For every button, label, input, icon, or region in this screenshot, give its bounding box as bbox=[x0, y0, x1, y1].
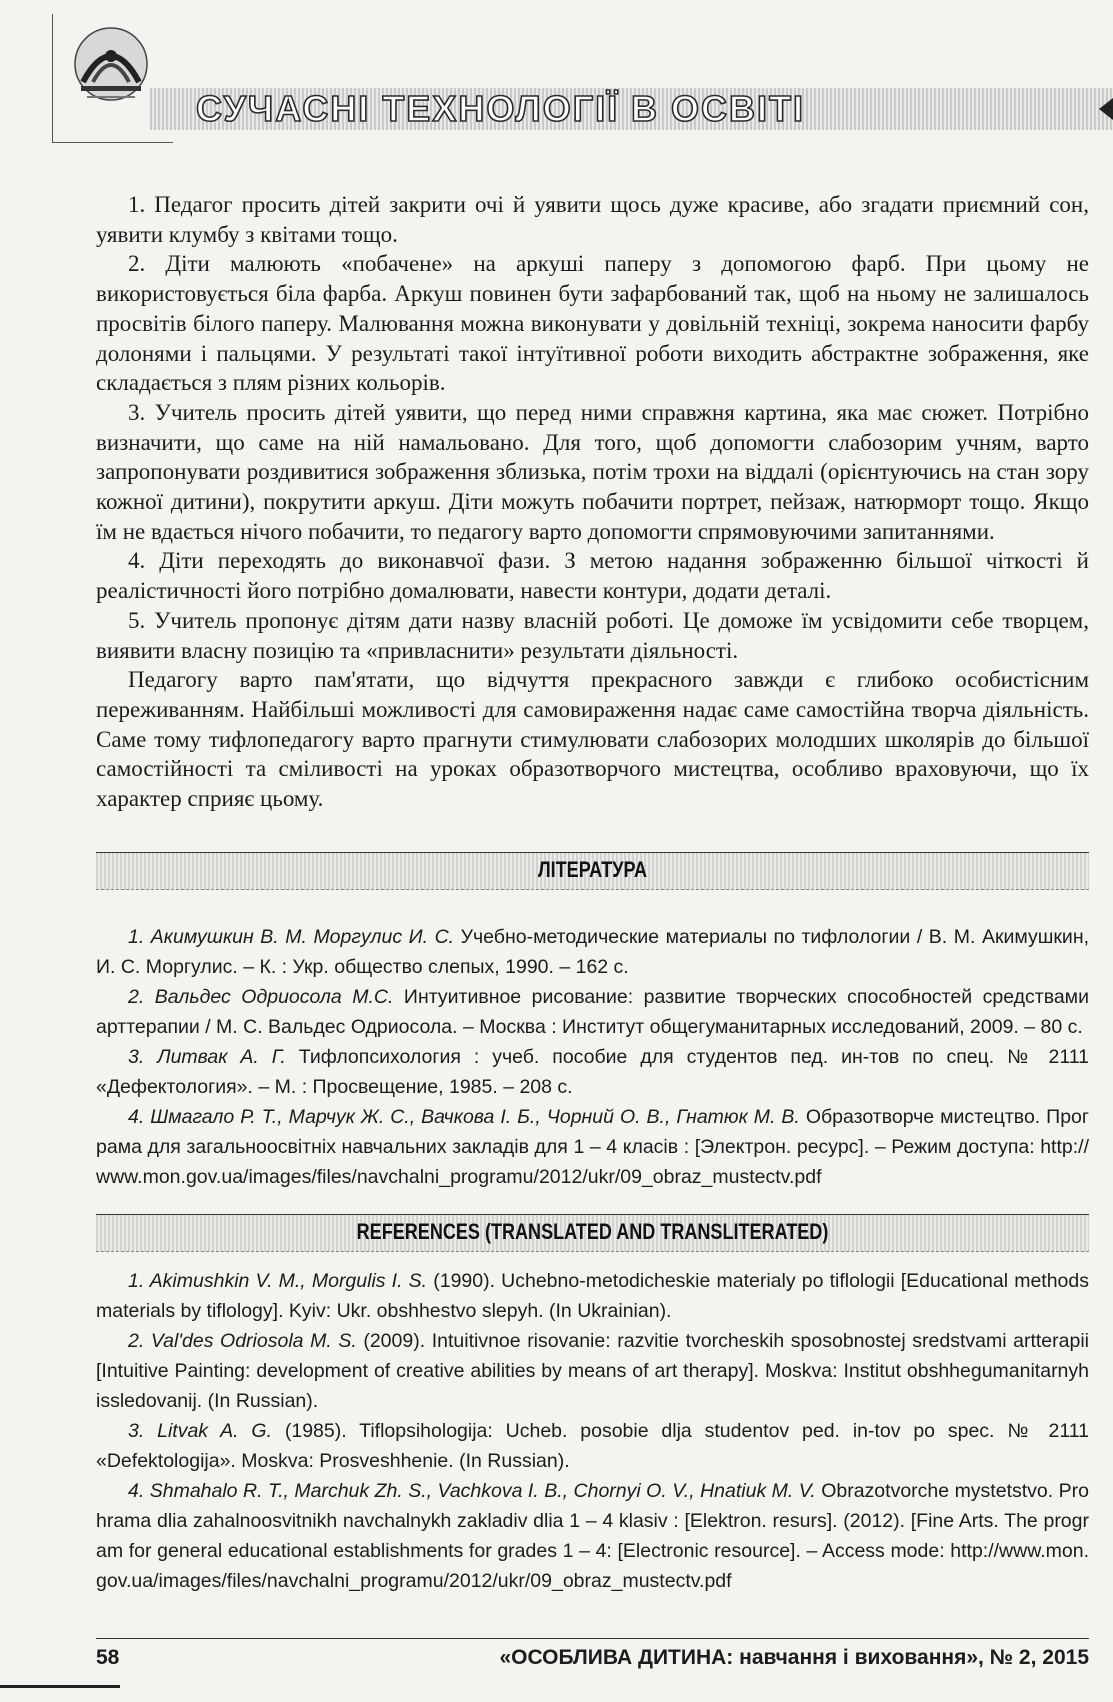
reference-item bbox=[96, 982, 1089, 1042]
reference-authors: 2. Вальдес Одриосола М.С. bbox=[128, 986, 394, 1008]
reference-item bbox=[96, 1416, 1089, 1476]
reference-text: Интуитивное рисование: развитие творческих способностей средствами арттерапии / М. С. Вальдес Одриосола. – Москва : Институт общегуманитарных исследований, 2009. – 80 с. bbox=[96, 986, 1089, 1038]
reference-text: (1985). Tiflopsihologija: Ucheb. posobie dlja studentov ped. in-tov po spec. № 2111 «Defektologija». Moskva: Prosveshhenie. (In Russian). bbox=[96, 1420, 1089, 1472]
reference-item bbox=[96, 1476, 1089, 1596]
reference-authors: 4. Шмагало Р. Т., Марчук Ж. С., Вачкова І. Б., Чорний О. В., Гнатюк М. В. bbox=[128, 1106, 800, 1128]
reference-text: Учебно-методические материалы по тифлологии / В. М. Акимушкин, И. С. Моргулис. – К. : Укр. общество слепых, 1990. – 162 с. bbox=[96, 926, 1090, 978]
reference-text: (1990). Uchebno-metodicheskie materialy po tiflologii [Educational methods materials by tiflology]. Kyiv: Ukr. obshhestvo slepyh. (In Ukrainian). bbox=[96, 1270, 1089, 1322]
reference-item bbox=[96, 1042, 1089, 1102]
reference-text: (2009). Intuitivnoe risovanie: razvitie tvorcheskih sposobnostej sredstvami artterapii [Intuitive Painting: development of creative abilities by means of art therapy]. Moskva: Institut obshhegumanitarnyh issledovanij. (In Russian). bbox=[96, 1330, 1089, 1412]
reference-item bbox=[96, 1326, 1089, 1416]
logo-emblem-icon bbox=[63, 22, 163, 112]
journal-name: «ОСОБЛИВА ДИТИНА: навчання і виховання», № 2, 2015 bbox=[499, 1646, 1089, 1669]
reference-authors: 2. Val'des Odriosola M. S. bbox=[128, 1330, 357, 1352]
paragraph: 4. Діти переходять до виконавчої фази. З метою надання зображенню більшої чіткості й реалістичності його потрібно домалювати, навести контури, додати деталі. bbox=[96, 548, 1089, 604]
reference-item bbox=[96, 922, 1089, 982]
reference-text: Образотворче мистецтво. Програма для загальноосвітніх навчальних закладів для 1 – 4 класів : [Электрон. ресурс]. – Режим доступа: http://www.mon.gov.ua/images/files/navchalni_programu/2012/ukr/09_obraz_mustectv.pdf bbox=[96, 1106, 1090, 1188]
page-number: 58 bbox=[96, 1646, 120, 1669]
paragraph: 2. Діти малюють «побачене» на аркуші паперу з допомогою фарб. При цьому не використовується біла фарба. Аркуш повинен бути зафарбований так, щоб на ньому не залишалось просвітів білого паперу. Малювання можна виконувати у довільній техніці, зокрема наносити фарбу долонями і пальцями. У результаті такої інтуїтивної роботи виходить абстрактне зображення, яке складається з плям різних кольорів. bbox=[96, 251, 1089, 396]
section-title: СУЧАСНІ ТЕХНОЛОГІЇ В ОСВІТІ bbox=[196, 88, 806, 129]
article-body bbox=[96, 190, 1089, 814]
paragraph: 1. Педагог просить дітей закрити очі й уявити щось дуже красиве, або згадати приємний сон, уявити клумбу з квітами тощо. bbox=[96, 192, 1089, 247]
reference-text: Тифлопсихология : учеб. пособие для студентов пед. ин-тов по спец. № 2111 «Дефектология». – М. : Просвещение, 1985. – 208 с. bbox=[96, 1046, 1089, 1098]
paragraph: 5. Учитель пропонує дітям дати назву власній роботі. Це доможе їм усвідомити себе творцем, виявити власну позицію та «привласнити» результати діяльності. bbox=[96, 607, 1089, 663]
reference-text: Obrazotvorche mystetstvo. Prohrama dlia zahalnoosvitnikh navchalnykh zakladiv dlia 1 – 4 klasiv : [Elektron. resurs]. (2012). [Fine Arts. The program for general educational establishments for grades 1 – 4: [Electronic resource]. – Access mode: http://www.mon.gov.ua/images/files/navchalni_programu/2012/ukr/09_obraz_mustectv.pdf bbox=[96, 1480, 1089, 1592]
reference-authors: 3. Litvak A. G. bbox=[128, 1420, 273, 1442]
paragraph: 3. Учитель просить дітей уявити, що перед ними справжня картина, яка має сюжет. Потрібно визначити, що саме на ній намальовано. Для того, щоб допомогти слабозорим учням, варто запропонувати роздивитися зображення зблизька, потім трохи на віддалі (орієнтуючись на стан зору кожної дитини), покрутити аркуш. Діти можуть побачити портрет, пейзаж, натюрморт тощо. Якщо їм не вдається нічого побачити, то педагогу варто допомогти спрямовуючими запитаннями. bbox=[96, 399, 1089, 544]
reference-authors: 3. Литвак А. Г. bbox=[128, 1046, 286, 1068]
reference-authors: 1. Akimushkin V. M., Morgulis I. S. bbox=[128, 1270, 428, 1292]
footer-rule bbox=[96, 1638, 1089, 1639]
reference-item bbox=[96, 1102, 1089, 1192]
literature-list bbox=[96, 922, 1089, 1192]
literature-heading bbox=[96, 852, 1089, 890]
reference-authors: 4. Shmahalo R. T., Marchuk Zh. S., Vachkova I. B., Chornyi O. V., Hnatiuk M. V. bbox=[128, 1480, 816, 1502]
literature-heading-text: ЛІТЕРАТУРА bbox=[537, 857, 648, 882]
reference-item bbox=[96, 1266, 1089, 1326]
corner-mark bbox=[0, 1685, 120, 1688]
reference-authors: 1. Акимушкин В. М. Моргулис И. С. bbox=[128, 926, 455, 948]
references-list bbox=[96, 1266, 1089, 1596]
paragraph: Педагогу варто пам'ятати, що відчуття прекрасного завжди є глибоко особистісним переживанням. Найбільші можливості для самовираження надає саме самостійна творча діяльність. Саме тому тифлопедагогу варто прагнути стимулювати слабозорих молодших школярів до більшої самостійності та сміливості на уроках образотворчого мистецтва, особливо враховуючи, що їх характер сприяє цьому. bbox=[96, 667, 1089, 812]
references-heading-text: REFERENCES (TRANSLATED AND TRANSLITERATED) bbox=[356, 1219, 829, 1244]
references-heading bbox=[96, 1214, 1089, 1252]
